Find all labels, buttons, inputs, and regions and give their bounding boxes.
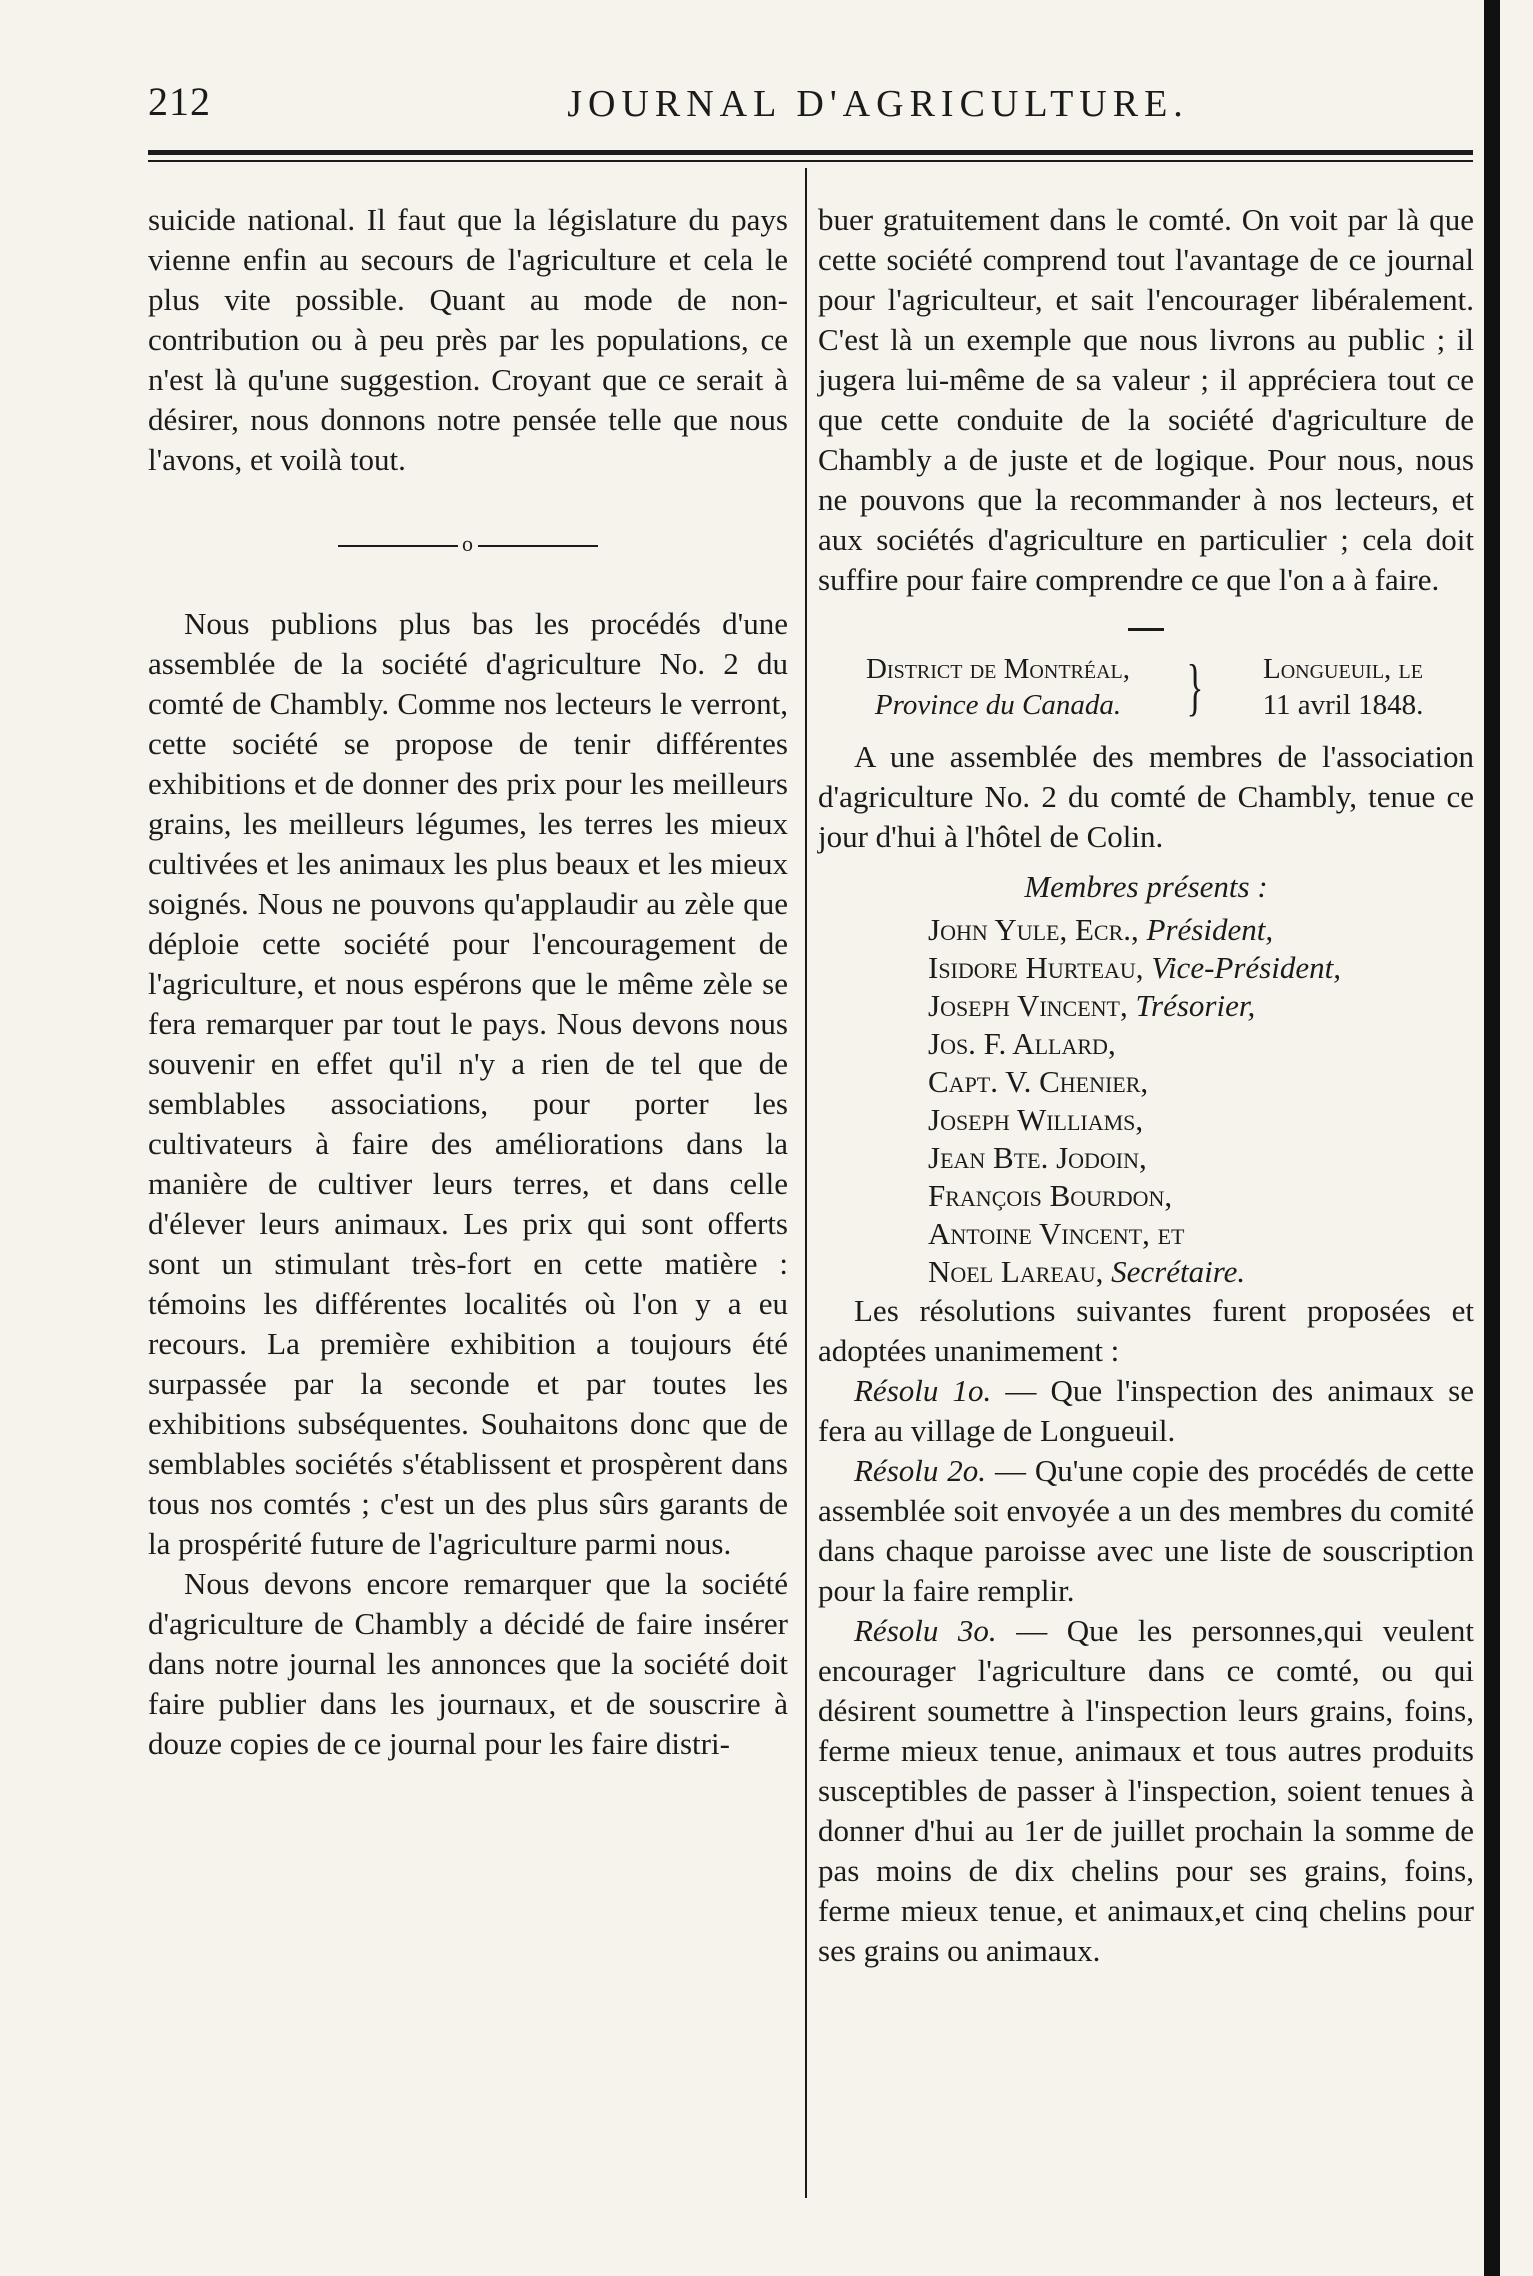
member-row xyxy=(818,1177,1474,1215)
section-separator xyxy=(148,524,788,564)
separator-dash-right xyxy=(478,545,598,547)
header-rule-thick xyxy=(148,150,1473,155)
member-name: François Bourdon, xyxy=(928,1178,1173,1213)
member-row xyxy=(818,1101,1474,1139)
meeting-intro: A une assemblée des membres de l'association d'agriculture No. 2 du comté de Chambly, tenue ce jour d'hui à l'hôtel de Colin. xyxy=(818,739,1474,854)
left-paragraph-3: Nous devons encore remarquer que la société d'agriculture de Chambly a décidé de faire insérer dans notre journal les annonces que la société doit faire publier dans les journaux, et de souscrire à douze copies de ce journal pour les faire distri- xyxy=(148,1566,788,1761)
dateline-place xyxy=(1212,651,1474,723)
left-paragraph-1: suicide national. Il faut que la législature du pays vienne enfin au secours de l'agriculture et cela le plus vite possible. Quant au mode de non-contribution ou à peu près par les populations, ce n'est là qu'une suggestion. Croyant que ce serait à désirer, nous donnons notre pensée telle que nous l'avons, et voilà tout. xyxy=(148,202,788,477)
member-row xyxy=(818,1025,1474,1063)
place-name: Longueuil, le xyxy=(1263,653,1423,685)
resolution-text: — Que les personnes,qui veulent encourager l'agriculture dans ce comté, ou qui désirent soumettre à l'inspection leurs grains, foins, ferme mieux tenue, animaux et tous autres produits susceptibles de passer à l'inspection, soient tenues à donner d'hui au 1er de juillet prochain la somme de pas moins de dix chelins pour ses grains, foins, ferme mieux tenue, et animaux,et cinq chelins pour ses grains ou animaux. xyxy=(818,1613,1474,1968)
member-role: Vice-Président, xyxy=(1151,950,1341,985)
resolution-label: Résolu 1o. xyxy=(854,1373,992,1408)
short-rule xyxy=(1128,628,1164,631)
resolution-text: — Qu'une copie des procédés de cette assemblée soit envoyée a un des membres du comité dans chaque paroisse avec une liste de souscription pour la faire remplir. xyxy=(818,1453,1474,1608)
page-number: 212 xyxy=(148,79,211,124)
members-heading: Membres présents : xyxy=(1024,869,1268,904)
member-row xyxy=(818,1253,1474,1291)
left-paragraph-2: Nous publions plus bas les procédés d'une assemblée de la société d'agriculture No. 2 du comté de Chambly. Comme nos lecteurs le verront, cette société se propose de tenir différentes exhibitions et de donner des prix pour les meilleurs grains, les meilleurs légumes, les terres les mieux cultivées et les animaux les plus beaux et les mieux soignés. Nous ne pouvons qu'applaudir au zèle que déploie cette société pour l'encouragement de l'agriculture, et nous espérons que le même zèle se fera remarquer par tout le pays. Nous devons nous souvenir en effet qu'il n'y a rien de tel que de semblables associations, pour porter les cultivateurs à faire des améliorations dans la manière de cultiver leurs terres, et dans celle d'élever leurs animaux. Les prix qui sont offerts sont un stimulant très-fort en cette matière : témoins les différentes localités où l'on y a eu recours. La première exhibition a toujours été surpassée par la seconde et par toutes les exhibitions subséquentes. Souhaitons donc que de semblables sociétés s'établissent et prospèrent dans tous nos comtés ; c'est un des plus sûrs garants de la prospérité future de l'agriculture parmi nous. xyxy=(148,606,788,1561)
member-row xyxy=(818,1215,1474,1253)
resolution-label: Résolu 3o. xyxy=(854,1613,997,1648)
member-name: Capt. V. Chenier, xyxy=(928,1064,1149,1099)
resolution-3 xyxy=(818,1611,1474,1971)
right-paragraph-1: buer gratuitement dans le comté. On voit par là que cette société comprend tout l'avantage de ce journal pour l'agriculteur, et sait l'encourager libéralement. C'est là un exemple que nous livrons au public ; il jugera lui-même de sa valeur ; il appréciera tout ce que cette conduite de la société d'agriculture de Chambly a de juste et de logique. Pour nous, nous ne pouvons que la recommander à nos lecteurs, et aux sociétés d'agriculture en particulier ; cela doit suffire pour faire comprendre ce que l'on a à faire. xyxy=(818,202,1474,597)
page-edge-shadow xyxy=(1484,0,1500,2276)
resolution-text: — Que l'inspection des animaux se fera au village de Longueuil. xyxy=(818,1373,1475,1448)
right-column xyxy=(818,200,1474,1971)
meeting-date: 11 avril 1848. xyxy=(1262,689,1424,721)
member-name: Joseph Vincent, xyxy=(928,988,1128,1023)
dateline-district xyxy=(818,651,1178,723)
resolution-label: Résolu 2o. xyxy=(854,1453,987,1488)
member-role: Président, xyxy=(1146,912,1274,947)
member-row xyxy=(818,1063,1474,1101)
resolutions-intro: Les résolutions suivantes furent proposées et adoptées unanimement : xyxy=(818,1293,1474,1368)
member-row xyxy=(818,987,1474,1025)
member-role: Trésorier, xyxy=(1135,988,1256,1023)
page-header xyxy=(148,78,1468,138)
member-name: John Yule, Ecr., xyxy=(928,912,1139,947)
members-list xyxy=(818,911,1474,1291)
running-title: JOURNAL D'AGRICULTURE. xyxy=(567,83,1189,125)
header-rule-thin xyxy=(148,160,1473,162)
member-name: Noel Lareau, xyxy=(928,1254,1104,1289)
member-row xyxy=(818,911,1474,949)
column-divider xyxy=(805,168,807,2198)
district-name: District de Montréal, xyxy=(865,653,1130,685)
member-row xyxy=(818,949,1474,987)
member-name: Joseph Williams, xyxy=(928,1102,1144,1137)
dateline xyxy=(818,651,1474,723)
member-role: Secrétaire. xyxy=(1111,1254,1246,1289)
province-name: Province du Canada. xyxy=(874,689,1122,721)
separator-ornament: o xyxy=(462,531,474,556)
left-column xyxy=(148,200,788,1764)
member-name: Antoine Vincent, et xyxy=(928,1216,1185,1251)
resolution-2 xyxy=(818,1451,1474,1611)
member-name: Jos. F. Allard, xyxy=(928,1026,1116,1061)
member-name: Jean Bte. Jodoin, xyxy=(928,1140,1147,1175)
separator-dash-left xyxy=(338,545,458,547)
brace-glyph: } xyxy=(1186,651,1204,722)
resolution-1 xyxy=(818,1371,1474,1451)
member-row xyxy=(818,1139,1474,1177)
member-name: Isidore Hurteau, xyxy=(928,950,1144,985)
